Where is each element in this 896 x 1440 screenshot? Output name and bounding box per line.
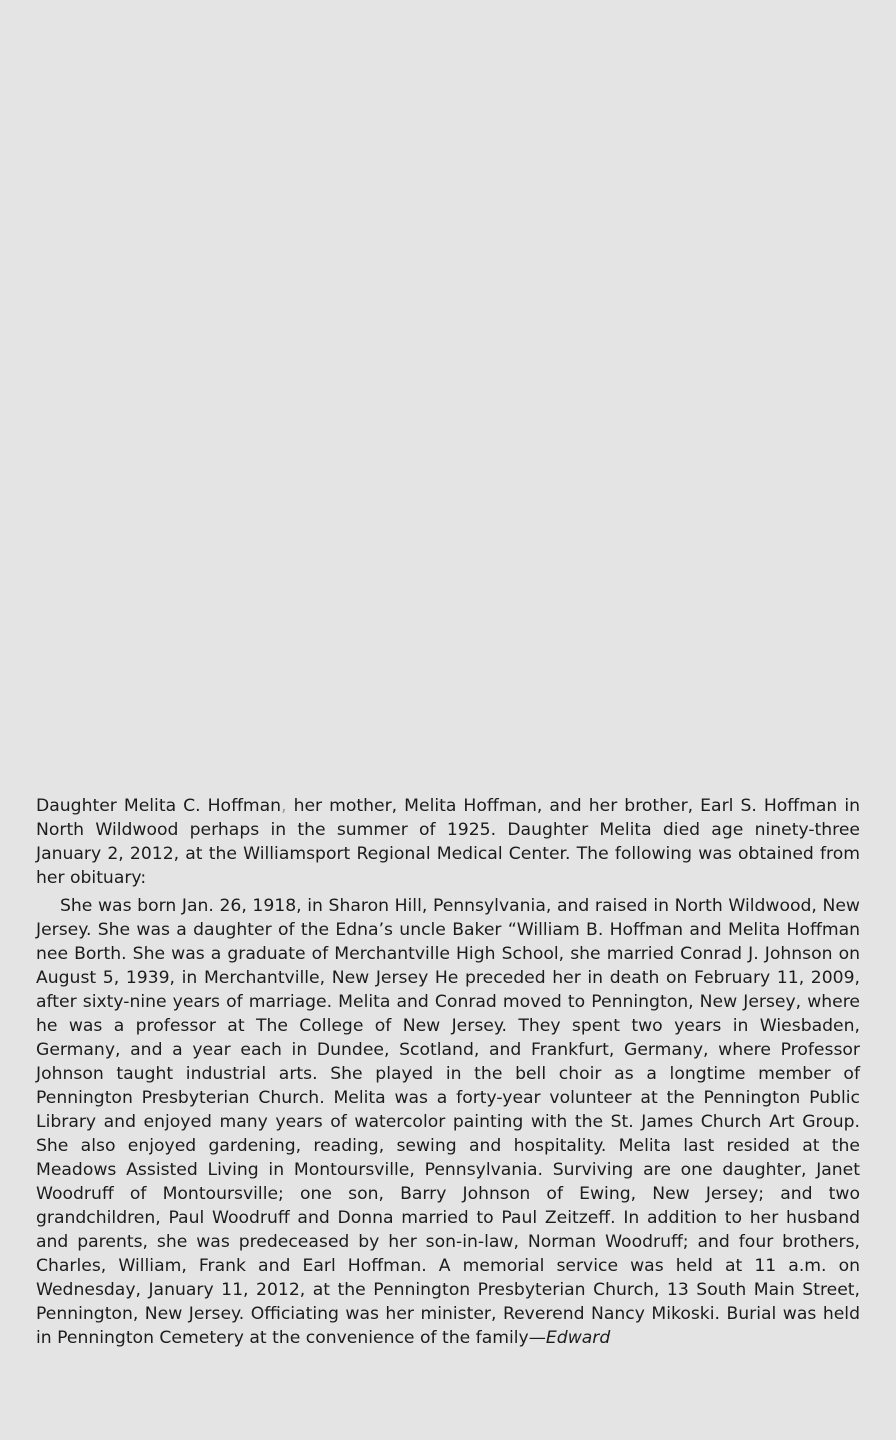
obituary-paragraph: [36, 894, 860, 1350]
caption-rest: her mother, Melita Hoffman, and her brother, Earl S. Hoffman in North Wildwood perhaps in the summer of 1925. Daughter Melita died age ninety-three January 2, 2012, at the Williamsport Regional Medical Center. The following was obtained from her obituary:: [36, 796, 860, 888]
caption-comma: ,: [281, 796, 287, 816]
photo-caption: [36, 794, 860, 890]
caption-lead: Daughter Melita C. Hoffman: [36, 796, 282, 816]
obituary-signature: Edward: [545, 1328, 611, 1348]
obituary-text: She was born Jan. 26, 1918, in Sharon Hill, Pennsylvania, and raised in North Wildwood, New Jersey. She was a daughter of the Edna’s uncle Baker “William B. Hoffman and Melita Hoffman nee Borth. She was a graduate of Merchantville High School, she married Conrad J. Johnson on August 5, 1939, in Merchantville, New Jersey He preceded her in death on February 11, 2009, after sixty-nine years of marriage. Melita and Conrad moved to Pennington, New Jersey, where he was a professor at The College of New Jersey. They spent two years in Wiesbaden, Germany, and a year each in Dundee, Scotland, and Frankfurt, Germany, where Professor Johnson taught industrial arts. She played in the bell choir as a longtime member of Pennington Presbyterian Church. Melita was a forty-year volunteer at the Pennington Public Library and enjoyed many years of watercolor painting with the St. James Church Art Group. She also enjoyed gardening, reading, sewing and hospitality. Melita last resided at the Meadows Assisted Living in Montoursville, Pennsylvania. Surviving are one daughter, Janet Woodruff of Montoursville; one son, Barry Johnson of Ewing, New Jersey; and two grandchildren, Paul Woodruff and Donna married to Paul Zeitzeff. In addition to her husband and parents, she was predeceased by her son-in-law, Norman Woodruff; and four brothers, Charles, William, Frank and Earl Hoffman. A memorial service was held at 11 a.m. on Wednesday, January 11, 2012, at the Pennington Presbyterian Church, 13 South Main Street, Pennington, New Jersey. Officiating was her minister, Reverend Nancy Mikoski. Burial was held in Pennington Cemetery at the convenience of the family—: [36, 896, 860, 1348]
text-block: [36, 794, 860, 1350]
